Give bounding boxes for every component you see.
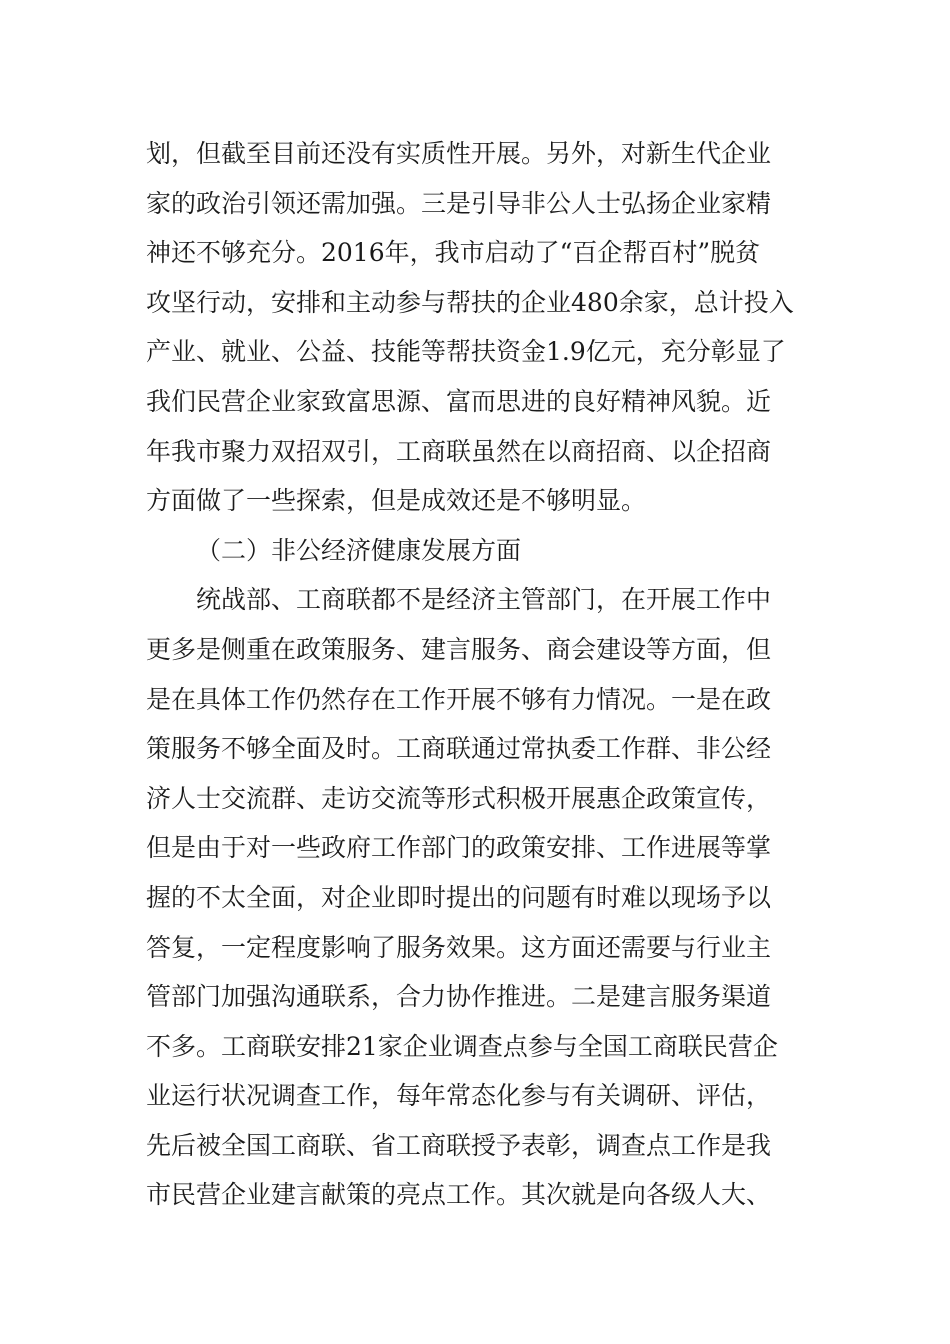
- text-line: 策服务不够全面及时。工商联通过常执委工作群、非公经: [146, 734, 772, 764]
- text-line: 济人士交流群、走访交流等形式积极开展惠企政策宣传，: [146, 783, 772, 813]
- text-line: 先后被全国工商联、省工商联授予表彰，调查点工作是我: [146, 1130, 772, 1160]
- text-line: 我们民营企业家致富思源、富而思进的良好精神风貌。近: [146, 386, 772, 416]
- text-line: 不多。工商联安排21家企业调查点参与全国工商联民营企: [146, 1031, 778, 1061]
- text-line: 市民营企业建言献策的亮点工作。其次就是向各级人大、: [146, 1180, 772, 1210]
- text-line: 是在具体工作仍然存在工作开展不够有力情况。一是在政: [146, 684, 772, 714]
- text-line: 方面做了一些探索，但是成效还是不够明显。: [146, 486, 647, 516]
- section-heading: （二）非公经济健康发展方面: [196, 535, 522, 565]
- text-line: 管部门加强沟通联系，合力协作推进。二是建言服务渠道: [146, 982, 772, 1012]
- text-line: 年我市聚力双招双引，工商联虽然在以商招商、以企招商: [146, 436, 772, 466]
- text-line: 业运行状况调查工作，每年常态化参与有关调研、评估，: [146, 1081, 772, 1111]
- text-line: 神还不够充分。2016年，我市启动了“百企帮百村”脱贫: [146, 238, 761, 268]
- text-line: 划，但截至目前还没有实质性开展。另外，对新生代企业: [146, 139, 772, 168]
- text-line: 攻坚行动，安排和主动参与帮扶的企业480余家，总计投入: [146, 287, 794, 317]
- text-line: 更多是侧重在政策服务、建言服务、商会建设等方面，但: [146, 634, 772, 664]
- text-line: 握的不太全面，对企业即时提出的问题有时难以现场予以: [146, 882, 772, 912]
- paragraph-first-line: 统战部、工商联都不是经济主管部门，在开展工作中: [196, 585, 772, 615]
- body-text: [146, 129, 806, 1220]
- text-line: 但是由于对一些政府工作部门的政策安排、工作进展等掌: [146, 833, 772, 863]
- text-line: 家的政治引领还需加强。三是引导非公人士弘扬企业家精: [146, 188, 772, 218]
- text-line: 答复，一定程度影响了服务效果。这方面还需要与行业主: [146, 932, 772, 962]
- text-line: 产业、就业、公益、技能等帮扶资金1.9亿元，充分彰显了: [146, 337, 786, 367]
